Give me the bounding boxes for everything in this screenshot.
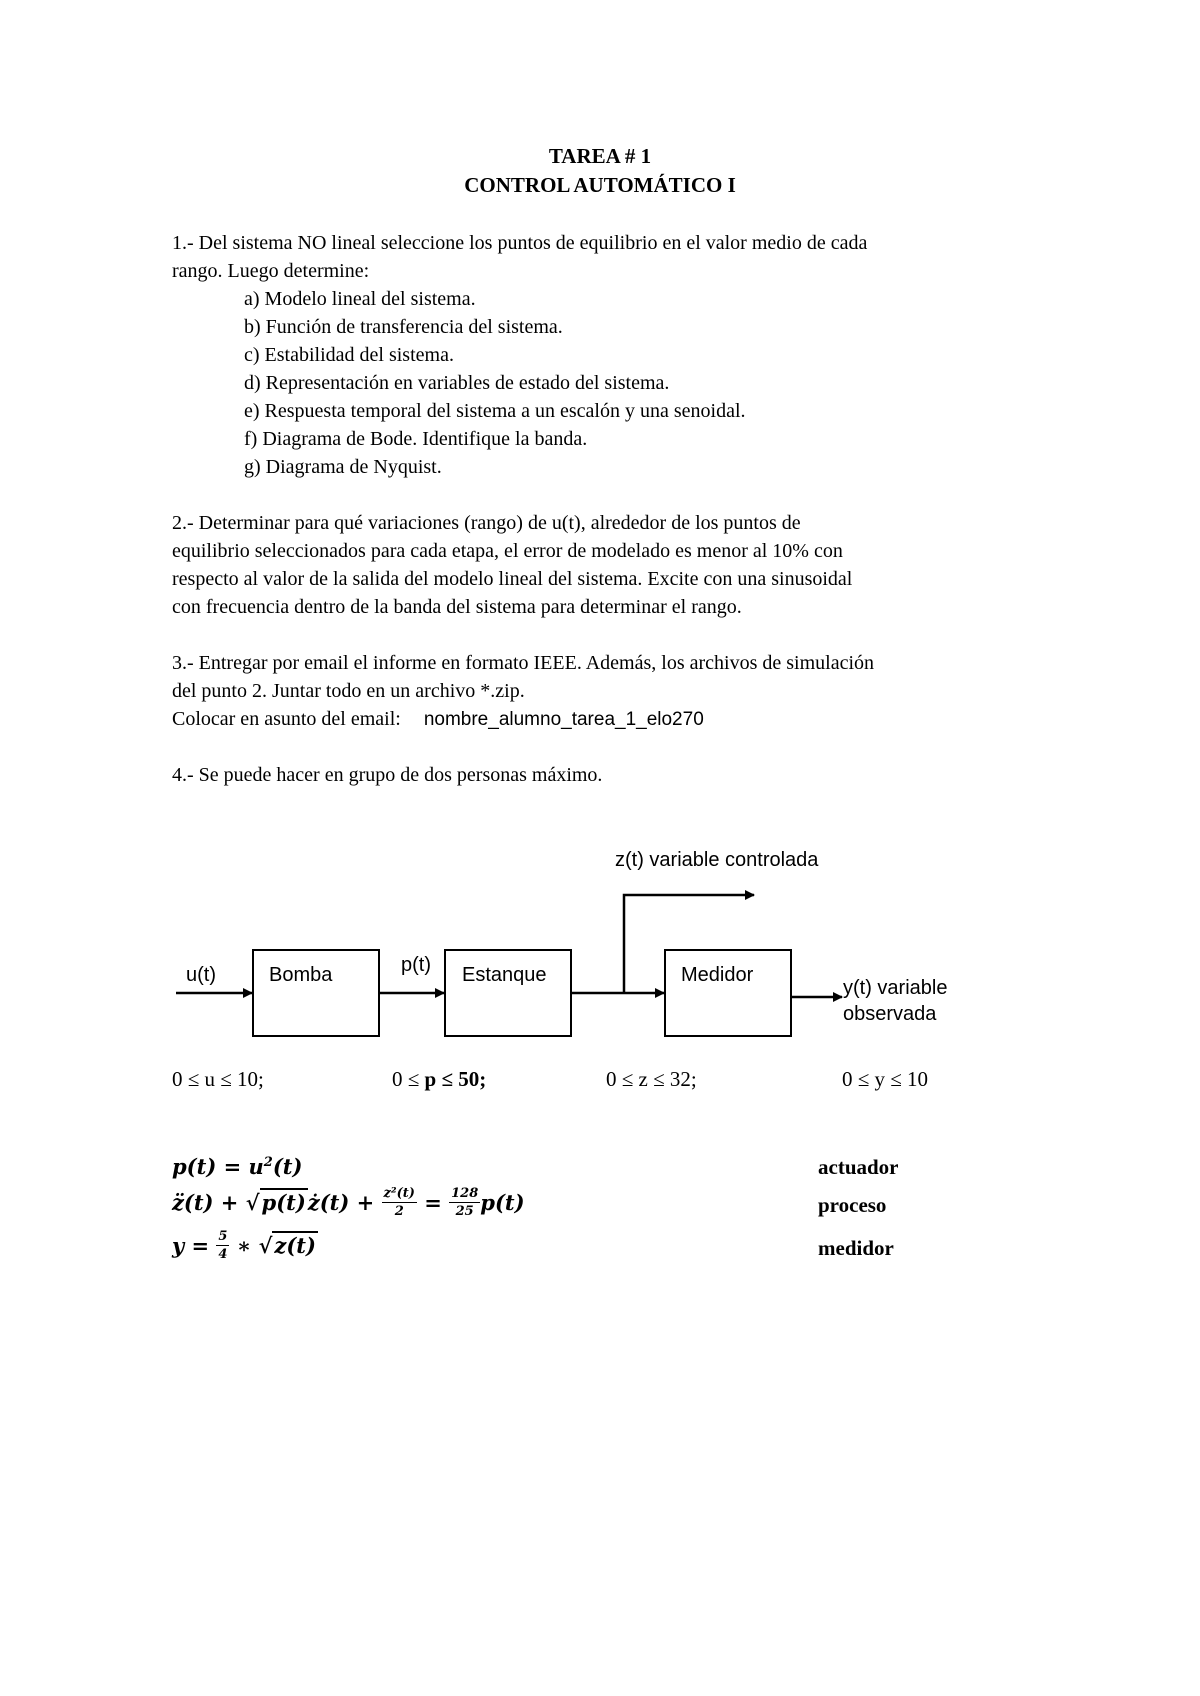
eq2-sqrt-arg: p(t) (261, 1190, 306, 1215)
range-p-post: ≤ 50; (436, 1067, 487, 1091)
range-z: 0 ≤ z ≤ 32; (606, 1067, 697, 1091)
document-title: TAREA # 1 (548, 144, 652, 168)
equation-medidor (172, 1228, 318, 1272)
range-u: 0 ≤ u ≤ 10; (172, 1067, 264, 1091)
question-1-line: rango. Luego determine: (172, 260, 370, 282)
y-output-label-2: observada (843, 1003, 937, 1025)
list-item: a) Modelo lineal del sistema. (244, 288, 476, 310)
question-2-line: equilibrio seleccionados para cada etapa, el error de modelado es menor al 10% con (172, 540, 843, 562)
eq1-exp: 2 (263, 1155, 273, 1170)
eq1-rest: (t) (272, 1154, 303, 1179)
eq2-c: p(t) (480, 1190, 525, 1215)
question-2-line: 2.- Determinar para qué variaciones (rango) de u(t), alrededor de los puntos de (172, 512, 801, 534)
sqrt-sign: √p(t) (245, 1190, 306, 1215)
range-p-pre: 0 ≤ (392, 1067, 425, 1091)
question-3-line: 3.- Entregar por email el informe en formato IEEE. Además, los archivos de simulación (172, 652, 875, 674)
eq3-lhs: y = (172, 1233, 217, 1258)
question-2-line: respecto al valor de la salida del modelo lineal del sistema. Excite con una sinusoidal (172, 568, 853, 590)
eq3-frac (216, 1228, 229, 1263)
equation-actuador (172, 1154, 302, 1179)
estanque-label: Estanque (462, 964, 547, 986)
p-signal-label: p(t) (401, 954, 431, 976)
list-item: d) Representación en variables de estado del sistema. (244, 372, 670, 394)
email-subject-label: Colocar en asunto del email: (172, 708, 401, 730)
email-subject-value: nombre_alumno_tarea_1_elo270 (423, 709, 704, 730)
eq2-frac2-den: 25 (455, 1204, 474, 1219)
medidor-eq-label: medidor (818, 1236, 894, 1260)
question-3-line: del punto 2. Juntar todo en un archivo *.zip. (172, 680, 525, 702)
sqrt-sign: √z(t) (258, 1233, 316, 1258)
range-p-var: p (424, 1067, 437, 1091)
eq3-frac-den: 4 (218, 1247, 228, 1262)
eq3-sqrt-arg: z(t) (274, 1233, 316, 1258)
eq1-u: u (248, 1154, 264, 1179)
proceso-label: proceso (818, 1193, 887, 1217)
equation-proceso (172, 1185, 525, 1229)
eq1-lhs: p(t) = (172, 1154, 249, 1179)
list-item: f) Diagrama de Bode. Identifique la banda. (244, 428, 588, 450)
medidor-label: Medidor (681, 964, 754, 986)
list-item: c) Estabilidad del sistema. (244, 344, 454, 366)
y-output-label-1: y(t) variable (843, 977, 948, 999)
eq2-b: ż(t) + (307, 1190, 382, 1215)
question-2-line: con frecuencia dentro de la banda del sistema para determinar el rango. (172, 596, 742, 618)
eq2-frac1 (382, 1185, 417, 1220)
range-y: 0 ≤ y ≤ 10 (842, 1067, 929, 1091)
eq2-frac1-num: z²(t) (383, 1186, 415, 1201)
question-1-line: 1.- Del sistema NO lineal seleccione los puntos de equilibrio en el valor medio de cada (172, 232, 868, 254)
eq2-frac2-num: 128 (451, 1186, 479, 1201)
question-4-line: 4.- Se puede hacer en grupo de dos personas máximo. (172, 764, 603, 786)
eq2-a: z̈(t) + (172, 1190, 246, 1215)
bomba-label: Bomba (269, 964, 333, 986)
actuador-label: actuador (818, 1155, 899, 1179)
list-item: e) Respuesta temporal del sistema a un escalón y una senoidal. (244, 400, 746, 422)
z-output-label: z(t) variable controlada (615, 849, 819, 871)
eq2-frac2 (449, 1185, 480, 1220)
input-label: u(t) (186, 964, 216, 986)
eq3-frac-num: 5 (218, 1229, 228, 1244)
document-subtitle: CONTROL AUTOMÁTICO I (464, 173, 736, 197)
range-p (392, 1067, 486, 1092)
eq2-frac1-den: 2 (394, 1204, 404, 1219)
list-item: g) Diagrama de Nyquist. (244, 456, 442, 478)
eq3-mul: ∗ (229, 1233, 259, 1258)
list-item: b) Función de transferencia del sistema. (244, 316, 563, 338)
eq2-equals: = (416, 1190, 450, 1215)
